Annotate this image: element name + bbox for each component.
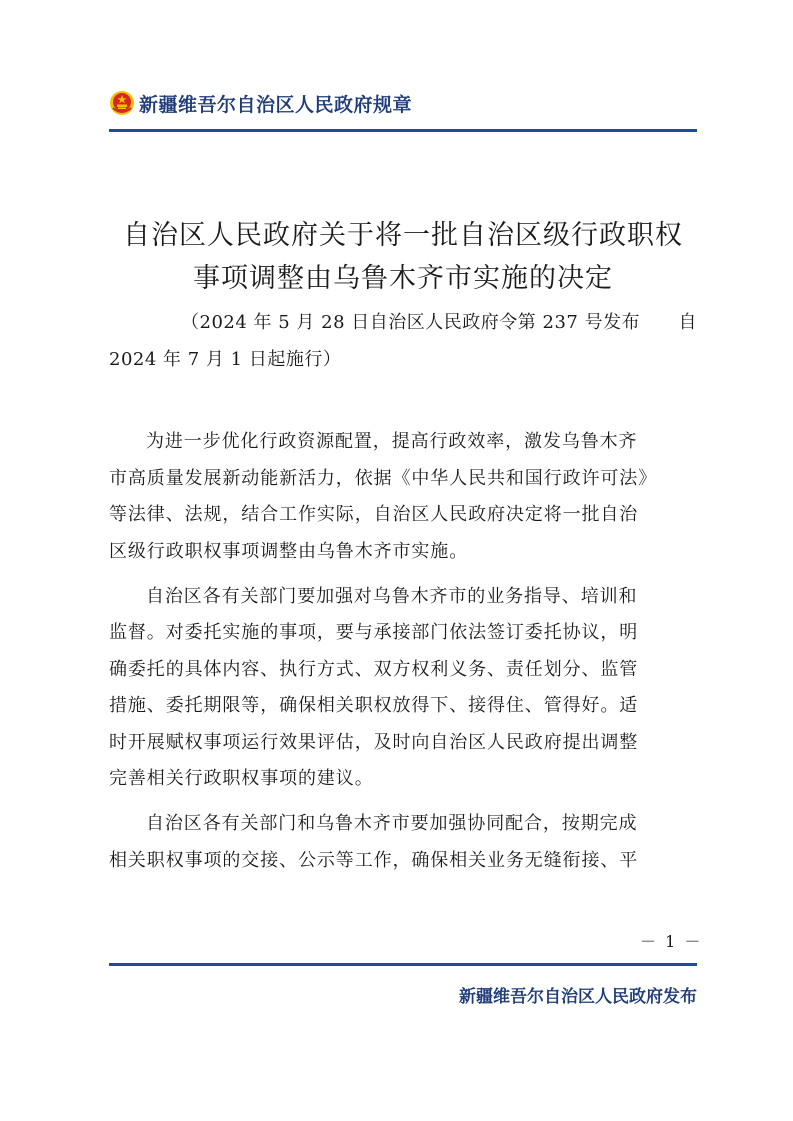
paragraph bbox=[109, 424, 697, 570]
national-emblem-icon bbox=[109, 90, 135, 116]
paragraph-line: 确委托的具体内容、执行方式、双方权利义务、责任划分、监管 bbox=[109, 658, 639, 680]
paragraph-line: 时开展赋权事项运行效果评估，及时向自治区人民政府提出调整 bbox=[109, 731, 639, 753]
paragraph-line: 区级行政职权事项调整由乌鲁木齐市实施。 bbox=[109, 540, 469, 562]
document-title bbox=[100, 214, 706, 300]
header-divider bbox=[109, 129, 697, 132]
publication-note-text: （2024 年 5 月 28 日自治区人民政府令第 237 号发布 bbox=[181, 312, 641, 333]
publication-note-text: 自 bbox=[678, 312, 697, 333]
paragraph-line: 完善相关行政职权事项的建议。 bbox=[109, 768, 374, 789]
document-body bbox=[109, 424, 697, 888]
paragraph-line: 市高质量发展新动能新活力，依据《中华人民共和国行政许可法》 bbox=[109, 467, 658, 489]
title-line: 自治区人民政府关于将一批自治区级行政职权 bbox=[123, 220, 683, 251]
footer-publisher: 新疆维吾尔自治区人民政府发布 bbox=[459, 987, 697, 1007]
paragraph-line: 等法律、法规，结合工作实际，自治区人民政府决定将一批自治 bbox=[109, 504, 639, 525]
page-header bbox=[109, 86, 697, 120]
publication-note-line: 2024 年 7 月 1 日起施行） bbox=[109, 349, 342, 370]
paragraph-line: 为进一步优化行政资源配置，提高行政效率，激发乌鲁木齐 bbox=[146, 431, 638, 452]
paragraph-line: 监督。对委托实施的事项，要与承接部门依法签订委托协议，明 bbox=[109, 622, 639, 643]
publication-note-line bbox=[109, 304, 697, 341]
title-line: 事项调整由乌鲁木齐市实施的决定 bbox=[193, 263, 613, 294]
page-number: － 1 － bbox=[640, 932, 703, 951]
paragraph bbox=[109, 806, 697, 879]
footer-divider bbox=[109, 963, 697, 966]
paragraph bbox=[109, 579, 697, 798]
paragraph-line: 相关职权事项的交接、公示等工作，确保相关业务无缝衔接、平 bbox=[109, 849, 639, 871]
paragraph-line: 自治区各有关部门要加强对乌鲁木齐市的业务指导、培训和 bbox=[146, 585, 638, 607]
paragraph-line: 自治区各有关部门和乌鲁木齐市要加强协同配合，按期完成 bbox=[146, 813, 638, 834]
paragraph-line: 措施、委托期限等，确保相关职权放得下、接得住、管得好。适 bbox=[109, 695, 639, 716]
header-title: 新疆维吾尔自治区人民政府规章 bbox=[139, 93, 413, 116]
publication-note bbox=[109, 304, 697, 378]
